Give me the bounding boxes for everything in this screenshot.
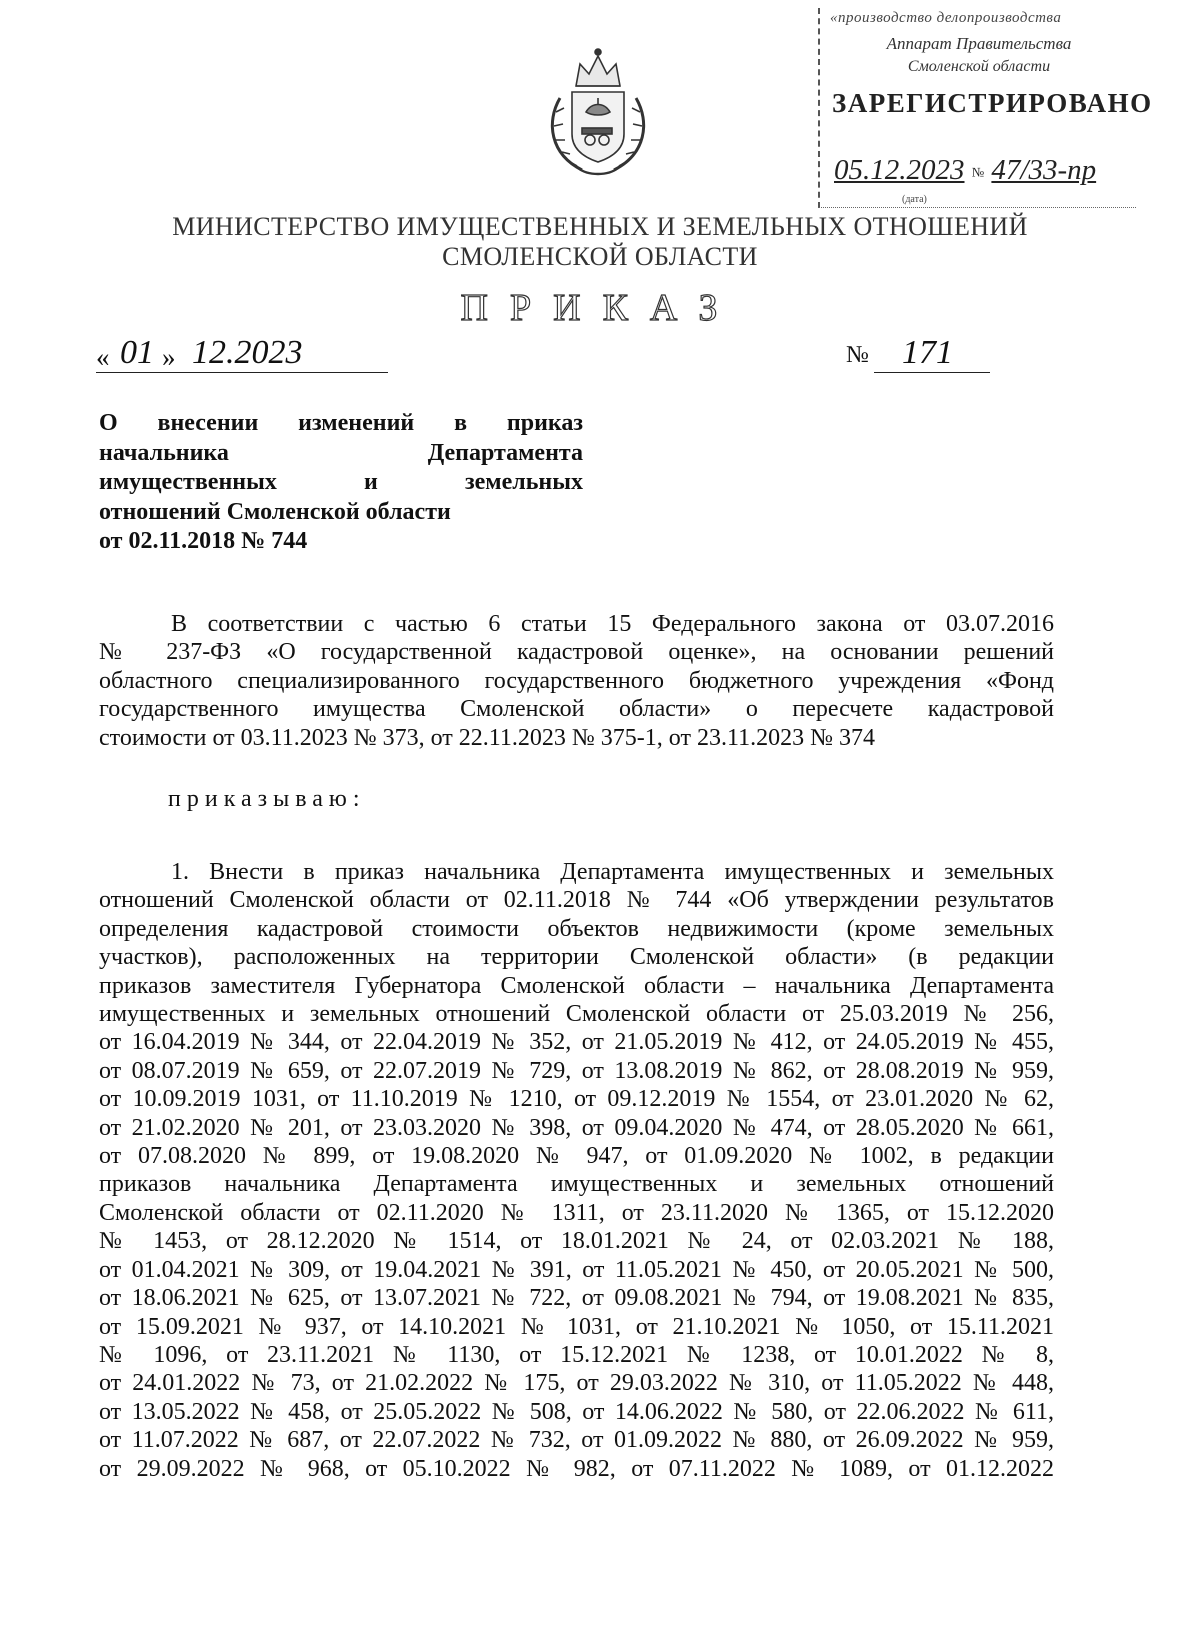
stamp-date-caption: (дата)	[902, 194, 927, 205]
date-underline	[96, 372, 388, 373]
item-1-paragraph	[99, 858, 1054, 1483]
item-1-line: 1. Внести в приказ начальника Департамента имущественных и земельных	[171, 859, 1054, 885]
number-underline	[874, 372, 990, 373]
stamp-registration-entry	[834, 154, 1134, 187]
item-1-line: приказов начальника Департамента имущественных и земельных отношений	[99, 1171, 1054, 1198]
item-1-line: от 18.06.2021 № 625, от 13.07.2021 № 722, от 09.08.2021 № 794, от 19.08.2021 № 835,	[99, 1285, 1054, 1312]
stamp-registered-label: ЗАРЕГИСТРИРОВАНО	[832, 88, 1153, 118]
date-quote-close: »	[162, 342, 176, 372]
stamp-line-1: «производство делопроизводства	[830, 10, 1062, 26]
item-1-line: определения кадастровой стоимости объектов недвижимости (кроме земельных	[99, 915, 1054, 942]
decree-word: приказываю:	[168, 786, 366, 812]
item-1-line: участков), расположенных на территории Смоленской области» (в редакции	[99, 944, 1054, 971]
registration-stamp	[818, 8, 1153, 208]
stamp-line-3: Смоленской области	[907, 58, 1051, 75]
ministry-name-line-1: МИНИСТЕРСТВО ИМУЩЕСТВЕННЫХ И ЗЕМЕЛЬНЫХ ОТНОШЕНИЙ	[172, 212, 1028, 241]
subject-line: начальника Департамента	[99, 439, 583, 466]
subject-line: от 02.11.2018 № 744	[99, 528, 308, 554]
stamp-number-sign: №	[971, 164, 985, 180]
order-number-value: 171	[902, 334, 953, 371]
ministry-name-line-2: СМОЛЕНСКОЙ ОБЛАСТИ	[442, 242, 758, 271]
date-month-year: 12.2023	[192, 334, 303, 371]
item-1-line: от 13.05.2022 № 458, от 25.05.2022 № 508, от 14.06.2022 № 580, от 22.06.2022 № 611,	[99, 1398, 1054, 1425]
stamp-line-2: Аппарат Правительства	[886, 34, 1072, 53]
order-number-sign: №	[846, 342, 869, 368]
preamble-line: В соответствии с частью 6 статьи 15 Федерального закона от 03.07.2016	[171, 611, 1054, 637]
item-1-line: от 01.04.2021 № 309, от 19.04.2021 № 391, от 11.05.2021 № 450, от 20.05.2021 № 500,	[99, 1256, 1054, 1283]
subject-line: имущественных и земельных	[99, 469, 583, 495]
preamble-line: областного специализированного государственного бюджетного учреждения «Фонд	[99, 667, 1054, 694]
item-1-line: от 08.07.2019 № 659, от 22.07.2019 № 729, от 13.08.2019 № 862, от 28.08.2019 № 959,	[99, 1057, 1054, 1084]
preamble-line: стоимости от 03.11.2023 № 373, от 22.11.2023 № 375-1, от 23.11.2023 № 374	[99, 724, 875, 751]
item-1-line: имущественных и земельных отношений Смоленской области от 25.03.2019 № 256,	[99, 1001, 1054, 1028]
ministry-header	[100, 212, 1100, 272]
item-1-line: от 24.01.2022 № 73, от 21.02.2022 № 175, от 29.03.2022 № 310, от 11.05.2022 № 448,	[99, 1370, 1054, 1397]
item-1-line: от 11.07.2022 № 687, от 22.07.2022 № 732, от 01.09.2022 № 880, от 26.09.2022 № 959,	[99, 1427, 1054, 1454]
date-quote-open: «	[96, 342, 110, 372]
stamp-reg-date: 05.12.2023	[834, 154, 965, 186]
item-1-line: от 16.04.2019 № 344, от 22.04.2019 № 352, от 21.05.2019 № 412, от 24.05.2019 № 455,	[99, 1029, 1054, 1056]
preamble-paragraph	[99, 610, 1054, 752]
subject-line: О внесении изменений в приказ	[99, 410, 583, 436]
preamble-line: государственного имущества Смоленской области» о пересчете кадастровой	[99, 696, 1054, 723]
item-1-line: от 10.09.2019 1031, от 11.10.2019 № 1210, от 09.12.2019 № 1554, от 23.01.2020 № 62,	[99, 1086, 1054, 1113]
item-1-line: отношений Смоленской области от 02.11.2018 № 744 «Об утверждении результатов	[99, 887, 1054, 914]
item-1-line: от 07.08.2020 № 899, от 19.08.2020 № 947, от 01.09.2020 № 1002, в редакции	[99, 1143, 1054, 1170]
item-1-line: № 1453, от 28.12.2020 № 1514, от 18.01.2021 № 24, от 02.03.2021 № 188,	[99, 1228, 1054, 1255]
subject-line: отношений Смоленской области	[99, 498, 451, 525]
item-1-line: от 21.02.2020 № 201, от 23.03.2020 № 398, от 09.04.2020 № 474, от 28.05.2020 № 661,	[99, 1114, 1054, 1141]
item-1-line: № 1096, от 23.11.2021 № 1130, от 15.12.2021 № 1238, от 10.01.2022 № 8,	[99, 1341, 1054, 1368]
order-number	[846, 334, 953, 371]
coat-of-arms-emblem	[542, 42, 654, 182]
item-1-line: Смоленской области от 02.11.2020 № 1311, от 23.11.2020 № 1365, от 15.12.2020	[99, 1199, 1054, 1226]
item-1-line: от 29.09.2022 № 968, от 05.10.2022 № 982, от 07.11.2022 № 1089, от 01.12.2022	[99, 1455, 1054, 1482]
document-type-title: ПРИКАЗ	[460, 287, 740, 329]
stamp-reg-number: 47/33-пр	[991, 154, 1097, 186]
preamble-line: № 237-ФЗ «О государственной кадастровой оценке», на основании решений	[99, 639, 1054, 666]
item-1-line: от 15.09.2021 № 937, от 14.10.2021 № 1031, от 21.10.2021 № 1050, от 15.11.2021	[99, 1313, 1054, 1340]
date-day: 01	[120, 334, 154, 371]
item-1-line: приказов заместителя Губернатора Смоленской области – начальника Департамента	[99, 972, 1054, 999]
order-subject	[99, 409, 583, 557]
